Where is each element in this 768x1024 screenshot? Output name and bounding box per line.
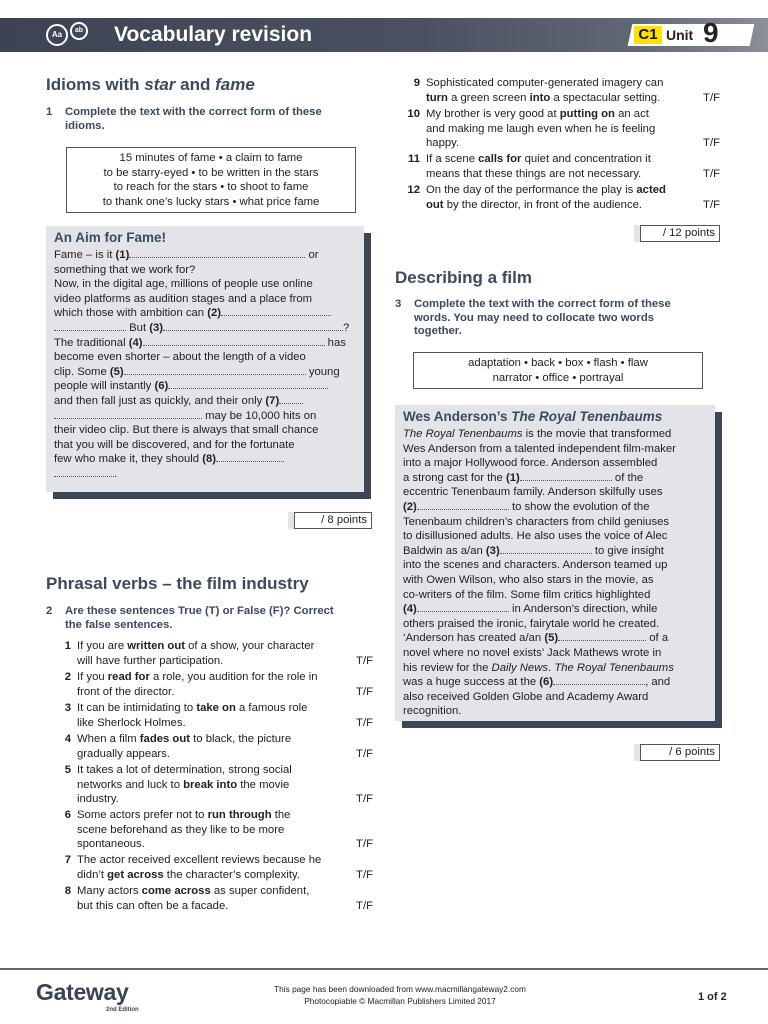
section-idioms-title: Idioms with star and fame: [46, 75, 255, 94]
page-number: 1 of 2: [698, 991, 727, 1003]
tf-option-11[interactable]: T/F: [703, 167, 720, 180]
gap-5[interactable]: [124, 365, 306, 375]
gap-film-1[interactable]: [520, 471, 612, 481]
gap-1[interactable]: [129, 248, 305, 258]
tf-option-12[interactable]: T/F: [703, 198, 720, 211]
download-notice: This page has been downloaded from www.macmillangateway2.com: [274, 984, 526, 994]
unit-label: Unit: [666, 27, 694, 43]
exercise-2-instruction: 2 Are these sentences True (T) or False (F)? Correct the false sentences.: [46, 605, 334, 631]
level-badge: C1: [634, 26, 662, 44]
gap-3[interactable]: [163, 321, 343, 331]
tf-option-5[interactable]: T/F: [356, 793, 373, 806]
gateway-logo: Gateway: [36, 979, 129, 1005]
gap-6[interactable]: [168, 379, 328, 389]
tf-option-7[interactable]: T/F: [356, 868, 373, 881]
gap-4[interactable]: [143, 336, 325, 346]
footer-rule: [0, 968, 768, 970]
unit-number: 9: [703, 17, 719, 48]
tf-option-4[interactable]: T/F: [356, 747, 373, 760]
copyright-notice: Photocopiable © Macmillan Publishers Limited 2017: [304, 996, 496, 1006]
tf-option-3[interactable]: T/F: [356, 716, 373, 729]
tf-option-10[interactable]: T/F: [703, 137, 720, 150]
score-box-3[interactable]: / 6 points: [640, 744, 720, 761]
panel-title: Wes Anderson’s The Royal Tenenbaums: [403, 409, 663, 424]
exercise-3-instruction: 3 Complete the text with the correct form of these words. You may need to collocate two words together.: [395, 298, 671, 337]
exercise-1-instruction: 1 Complete the text with the correct form of these idioms.: [46, 106, 322, 132]
edition-label: 2nd Edition: [106, 1007, 139, 1013]
section-phrasal-verbs-title: Phrasal verbs – the film industry: [46, 574, 309, 593]
film-word-box: adaptation • back • box • flash • flaw narrator • office • portrayal: [413, 352, 703, 389]
gap-film-5[interactable]: [558, 631, 646, 641]
score-box-1[interactable]: / 8 points: [294, 512, 372, 529]
gap-2[interactable]: [221, 306, 331, 316]
tf-option-8[interactable]: T/F: [356, 899, 373, 912]
royal-tenenbaums-panel: [395, 405, 715, 721]
gap-film-2[interactable]: [417, 500, 509, 510]
tf-option-1[interactable]: T/F: [356, 654, 373, 667]
section-describing-film-title: Describing a film: [395, 268, 532, 287]
score-box-2[interactable]: / 12 points: [640, 225, 720, 242]
idioms-word-box: 15 minutes of fame • a claim to fame to be starry-eyed • to be written in the stars to reach for the stars • to shoot to fame to thank one’s lucky stars • what price fame: [66, 147, 356, 213]
royal-tenenbaums-text: The Royal Tenenbaums is the movie that transformed Wes Anderson from a talented independent film-maker into a major Hollywood force. Anderson assembled a strong cast for the (1) of the eccentric Tenenbaum family. Anderson skilfully uses (2) to show the evolution of the Tenenbaum children’s characters from child geniuses to disillusioned adults. He also uses the voice of Alec Baldwin as a/an (3) to give insight into the scenes and characters. Anderson teamed up with Owen Wilson, who also stars in the movie, as co-writers of the film. Some film critics highlighted (4) in Anderson’s direction, while others praised the ironic, fairytale world he created. ‘Anderson has created a/an (5) of a novel where no novel exists’ Jack Mathews wrote in his review for the Daily News. The Royal Tenenbaums was a huge success at the (6) , and also received Golden Globe and Academy Award recognition.: [403, 428, 676, 718]
tf-option-9[interactable]: T/F: [703, 91, 720, 104]
panel-title: An Aim for Fame!: [54, 230, 167, 245]
tf-option-2[interactable]: T/F: [356, 685, 373, 698]
page-title: Vocabulary revision: [114, 23, 313, 46]
magnifier-ab-icon: ab: [70, 22, 88, 40]
gap-film-6[interactable]: [553, 675, 645, 685]
aim-for-fame-panel: [46, 226, 364, 492]
vocabulary-aa-icon: Aa: [46, 24, 68, 46]
tf-option-6[interactable]: T/F: [356, 838, 373, 851]
aim-for-fame-text: Fame – is it (1) or something that we work for? Now, in the digital age, millions of people use online video platforms as audition stages and a place from which those with ambition can (2) But (3) ? The traditional (4) has become even shorter – about the length of a video clip. Some (5) young people will instantly (6) and then fall just as quickly, and their only (7) may be 10,000 hits on their video clip. But there is always that small chance that you will be discovered, and for the fortunate few who make it, they should (8) .: [54, 249, 350, 480]
gap-8[interactable]: [216, 452, 284, 462]
gap-film-3[interactable]: [500, 544, 592, 554]
gap-film-4[interactable]: [417, 602, 509, 612]
gap-7[interactable]: [279, 394, 303, 404]
